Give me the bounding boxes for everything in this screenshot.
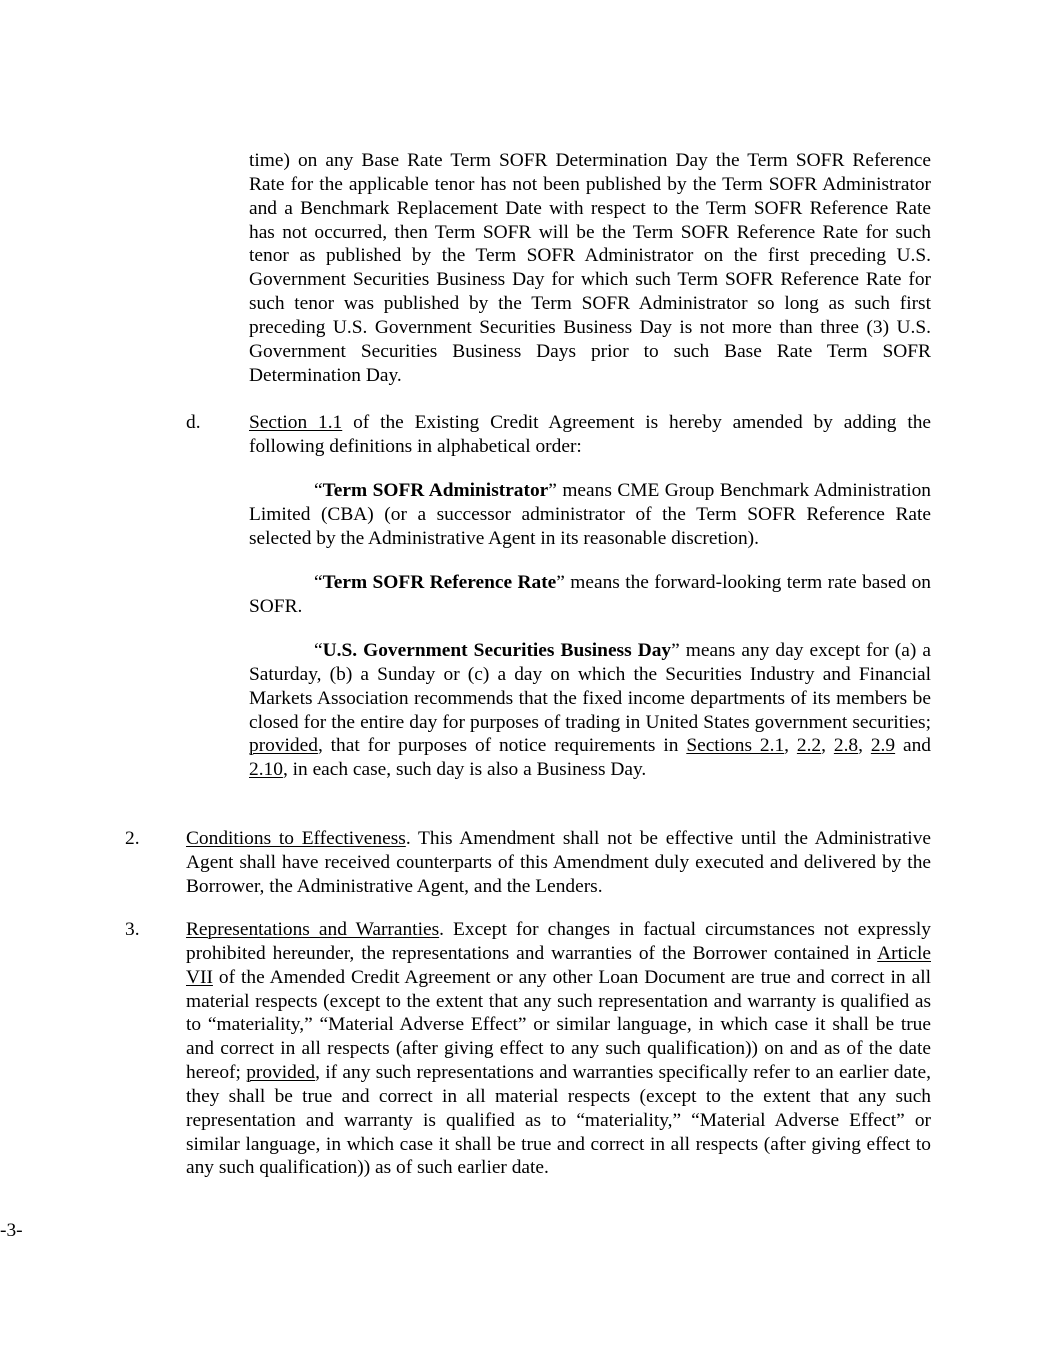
section-reference: 2.9 <box>870 735 896 757</box>
paragraph-c-continuation <box>249 149 931 387</box>
section-2-conditions <box>186 827 931 899</box>
definition-term-sofr-administrator: “Term SOFR Administrator” means CME Group Benchmark Administration Limited (CBA) (or a successor administrator of the Term SOFR Reference Rate selected by the Administrative Agent in its reasonable discretion). <box>249 480 931 549</box>
section-text: . Except for changes in factual circumstances not expressly prohibited hereunder, the representations and warranties of the Borrower contained in <box>186 919 931 964</box>
definition-us-government-securities-business-day: “U.S. Government Securities Business Day” means any day except for (a) a Saturday, (b) a Sunday or (c) a day on which the Securities Industry and Financial Markets Association recommends that the fixed income departments of its members be closed for the entire day for purposes of trading in United States government securities; provided, that for purposes of notice requirements in Sections 2.1, 2.2, 2.8, 2.9 and 2.10, in each case, such day is also a Business Day. <box>249 640 931 781</box>
section-reference: Sections 2.1 <box>686 735 785 757</box>
section-heading: Representations and Warranties <box>186 919 440 940</box>
paragraph-c-text: time) on any Base Rate Term SOFR Determination Day the Term SOFR Reference Rate for the applicable tenor has not been published by the Term SOFR Administrator and a Benchmark Replacement Date with respect to the Term SOFR Reference Rate has not occurred, then Term SOFR will be the Term SOFR Reference Rate for such tenor as published by the Term SOFR Administrator on the first preceding U.S. Government Securities Business Day for which such Term SOFR Reference Rate for such tenor was published by the Term SOFR Administrator so long as such first preceding U.S. Government Securities Business Day is not more than three (3) U.S. Government Securities Business Days prior to such Base Rate Term SOFR Determination Day. <box>249 150 931 386</box>
provided-term: provided <box>246 1062 316 1084</box>
section-reference: 2.8 <box>833 735 859 757</box>
paragraph-d-text: of the Existing Credit Agreement is hereby amended by adding the following definitions in alphabetical order: <box>249 412 932 457</box>
provided-term: provided <box>249 735 318 757</box>
definition-term-sofr-reference-rate: “Term SOFR Reference Rate” means the forward-looking term rate based on SOFR. <box>249 572 931 617</box>
defined-term: Term SOFR Reference Rate <box>322 572 557 593</box>
section-reference: 2.10 <box>249 759 283 781</box>
page-number: -3- <box>0 1220 23 1241</box>
section-2-marker: 2. <box>125 828 140 849</box>
section-1-1-reference: Section 1.1 <box>249 412 343 433</box>
definition-text: means CME Group Benchmark Administration Limited (CBA) (or a successor administrator of the Term SOFR Reference Rate selected by the Administrative Agent in its reasonable discretion). <box>249 480 931 549</box>
definition-text: means any day except for (a) a Saturday, (b) a Sunday or (c) a day on which the Securities Industry and Financial Markets Association recommends that the fixed income departments of its members be closed for the entire day for purposes of trading in United States government securities; <box>249 640 931 733</box>
section-reference: 2.2 <box>796 735 822 757</box>
defined-term: Term SOFR Administrator <box>322 480 549 501</box>
defined-term: U.S. Government Securities Business Day <box>322 640 672 661</box>
section-3-representations: Representations and Warranties. Except for changes in factual circumstances not expressly prohibited hereunder, the representations and warranties of the Borrower contained in Article VII of the Amended Credit Agreement or any other Loan Document are true and correct in all material respects (except to the extent that any such representation and warranty is qualified as to “materiality,” “Material Adverse Effect” or similar language, in which case it shall be true and correct in all respects (after giving effect to any such qualification)) on and as of the date hereof; provided, if any such representations and warranties specifically refer to an earlier date, they shall be true and correct in all material respects (except to the extent that any such representation and warranty is qualified as to “materiality,” “Material Adverse Effect” or similar language, in which case it shall be true and correct in all respects (after giving effect to any such qualification)) as of such earlier date. <box>186 919 931 1179</box>
article-vii-reference: Article VII <box>186 942 931 988</box>
section-heading: Conditions to Effectiveness <box>186 828 406 849</box>
paragraph-d-marker: d. <box>186 412 201 433</box>
definition-text: means the forward-looking term rate based on SOFR. <box>249 572 931 617</box>
section-text: . This Amendment shall not be effective until the Administrative Agent shall have received counterparts of this Amendment duly executed and delivered by the Borrower, the Administrative Agent, and the Lenders. <box>186 828 931 897</box>
paragraph-d <box>249 411 931 459</box>
section-3-marker: 3. <box>125 919 140 940</box>
